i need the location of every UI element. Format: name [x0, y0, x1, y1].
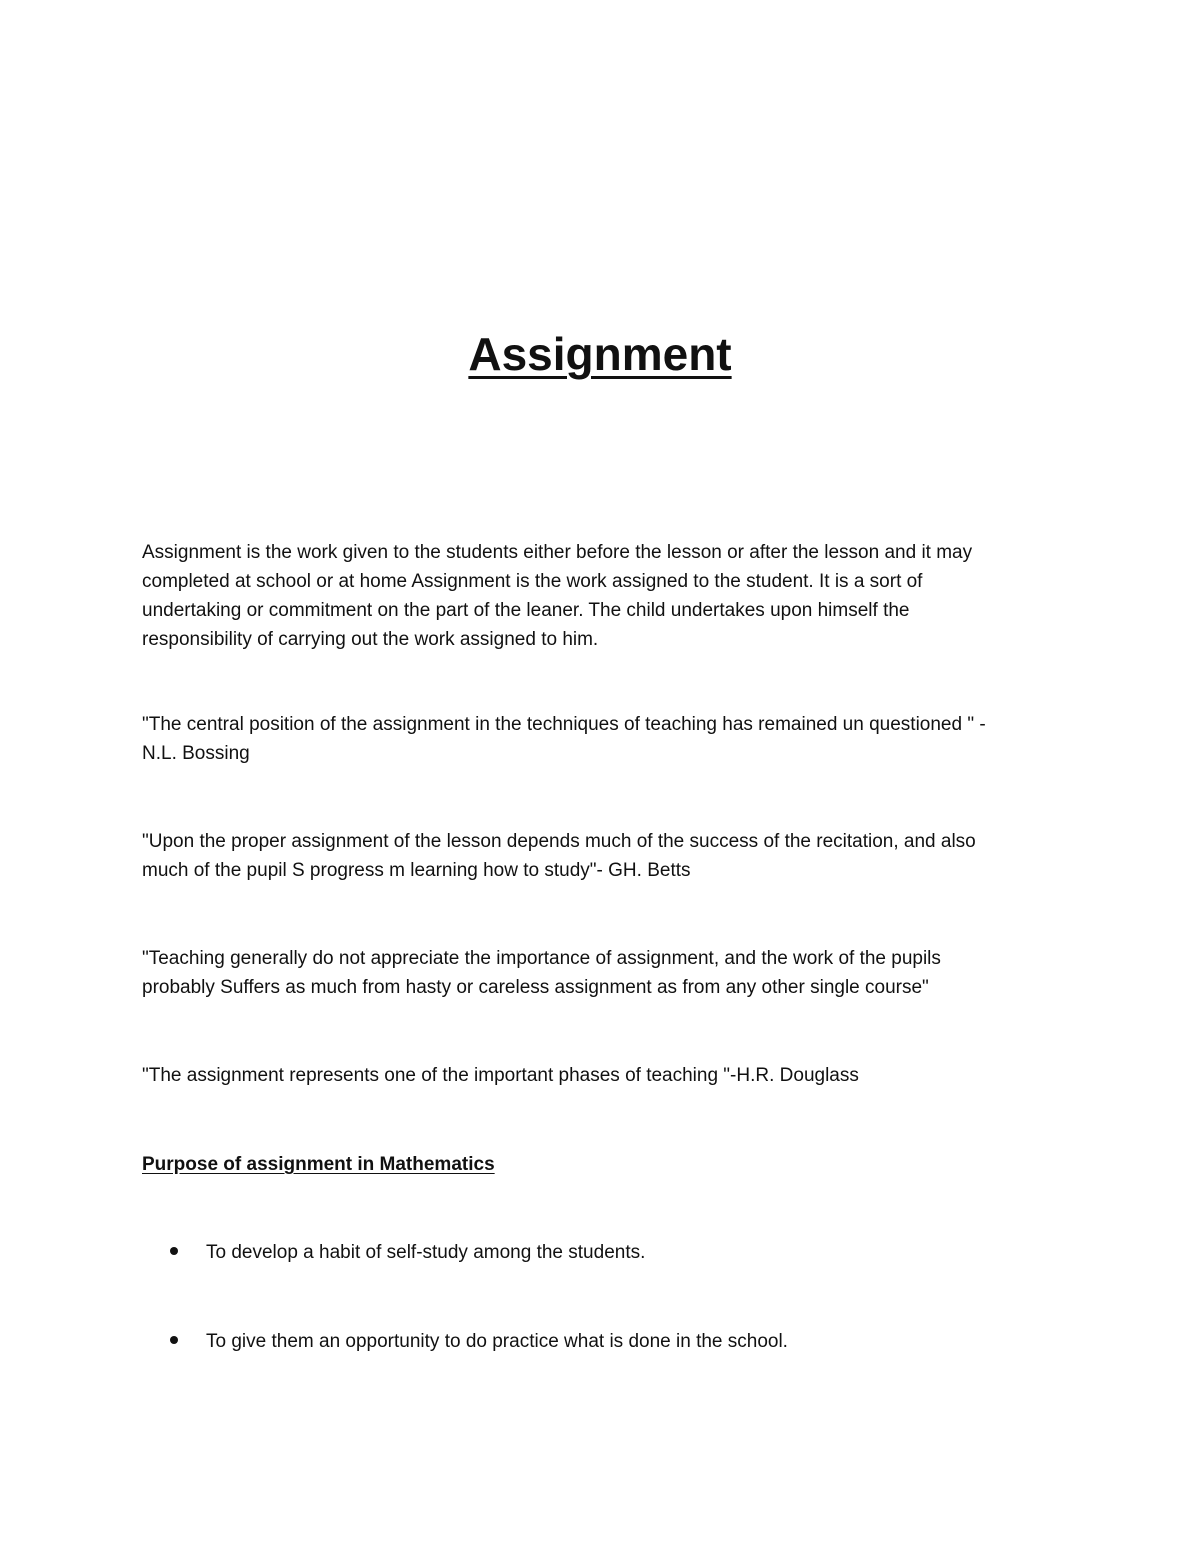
- text-line: completed at school or at home Assignment is the work assigned to the student. It is a sort of: [142, 571, 923, 592]
- text-line: N.L. Bossing: [142, 743, 250, 764]
- text-line: undertaking or commitment on the part of the leaner. The child undertakes upon himself the: [142, 600, 910, 621]
- text-line: Assignment is the work given to the students either before the lesson or after the lesson and it may: [142, 542, 973, 563]
- quote-bossing: [142, 710, 1042, 768]
- quote-betts: [142, 827, 1042, 885]
- list-item: [170, 1238, 645, 1267]
- list-item-text: To give them an opportunity to do practice what is done in the school.: [206, 1331, 788, 1352]
- text-line: "The assignment represents one of the important phases of teaching "-H.R. Douglass: [142, 1065, 859, 1086]
- text-line: responsibility of carrying out the work assigned to him.: [142, 629, 599, 650]
- bullet-icon: [170, 1247, 178, 1255]
- list-item-text: To develop a habit of self-study among the students.: [206, 1242, 646, 1263]
- quote-teaching: [142, 944, 1042, 1002]
- text-line: much of the pupil S progress m learning how to study"- GH. Betts: [142, 860, 691, 881]
- quote-douglass: [142, 1061, 1042, 1090]
- text-line: probably Suffers as much from hasty or careless assignment as from any other single course": [142, 977, 929, 998]
- section-heading: Purpose of assignment in Mathematics: [142, 1154, 495, 1175]
- text-line: "The central position of the assignment in the techniques of teaching has remained un questioned " -: [142, 714, 986, 735]
- text-line: "Upon the proper assignment of the lesson depends much of the success of the recitation, and also: [142, 831, 976, 852]
- intro-paragraph: [142, 538, 1042, 654]
- bullet-icon: [170, 1336, 178, 1344]
- list-item: [170, 1327, 788, 1356]
- text-line: "Teaching generally do not appreciate the importance of assignment, and the work of the pupils: [142, 948, 941, 969]
- page-title: Assignment: [468, 328, 732, 380]
